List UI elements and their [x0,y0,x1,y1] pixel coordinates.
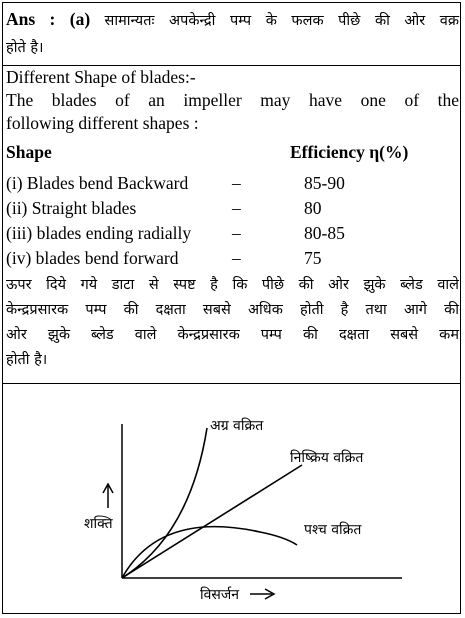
blade-shapes-heading: Different Shape of blades:- [6,67,196,87]
radial-curve-label: निष्क्रिय वक्रित [290,450,364,466]
blade-shapes-intro-2: following different shapes : [6,113,199,133]
answer-text: सामान्यतः अपकेन्द्री पम्प के फलक पीछे की ओर वक्र [104,13,459,29]
table-row-shape: (iv) blades bend forward [6,248,179,268]
backward-curve-label: पश्च वक्रित [304,522,362,538]
table-row-dash: – [232,173,241,193]
y-axis-label: शक्ति [84,516,113,532]
table-row-dash: – [232,198,241,218]
conclusion-line-3: ओर झुके ब्लेड वाले केन्द्रप्रसारक पम्प की दक्षता सबसे कम [6,327,459,343]
answer-prefix: Ans : (a) [6,9,91,29]
blade-shapes-intro-1: The blades of an impeller may have one of the [6,90,459,110]
table-row-dash: – [232,248,241,268]
table-row-shape: (ii) Straight blades [6,198,137,218]
table-row-efficiency: 80 [304,198,322,218]
forward-curve [122,428,207,578]
table-row-efficiency: 80-85 [304,223,345,243]
table-row-efficiency: 75 [304,248,322,268]
radial-curve [122,465,302,578]
conclusion-line-2: केन्द्रप्रसारक पम्प की दक्षता सबसे अधिक होती है तथा आगे की [6,302,459,318]
answer-line-2: होते है। [6,40,44,56]
conclusion-line-1: ऊपर दिये गये डाटा से स्पष्ट है कि पीछे की ओर झुके ब्लेड वाले [6,277,459,293]
backward-curve [122,527,297,578]
col-header-shape: Shape [6,142,52,162]
col-header-efficiency: Efficiency η(%) [290,142,409,162]
table-row-efficiency: 85-90 [304,173,345,193]
table-row-dash: – [232,223,241,243]
conclusion-line-4: होती है। [6,352,48,368]
x-axis-label: विसर्जन [200,587,240,603]
table-row-shape: (i) Blades bend Backward [6,173,189,193]
table-row-shape: (iii) blades ending radially [6,223,192,243]
forward-curve-label: अग्र वक्रित [210,418,264,434]
